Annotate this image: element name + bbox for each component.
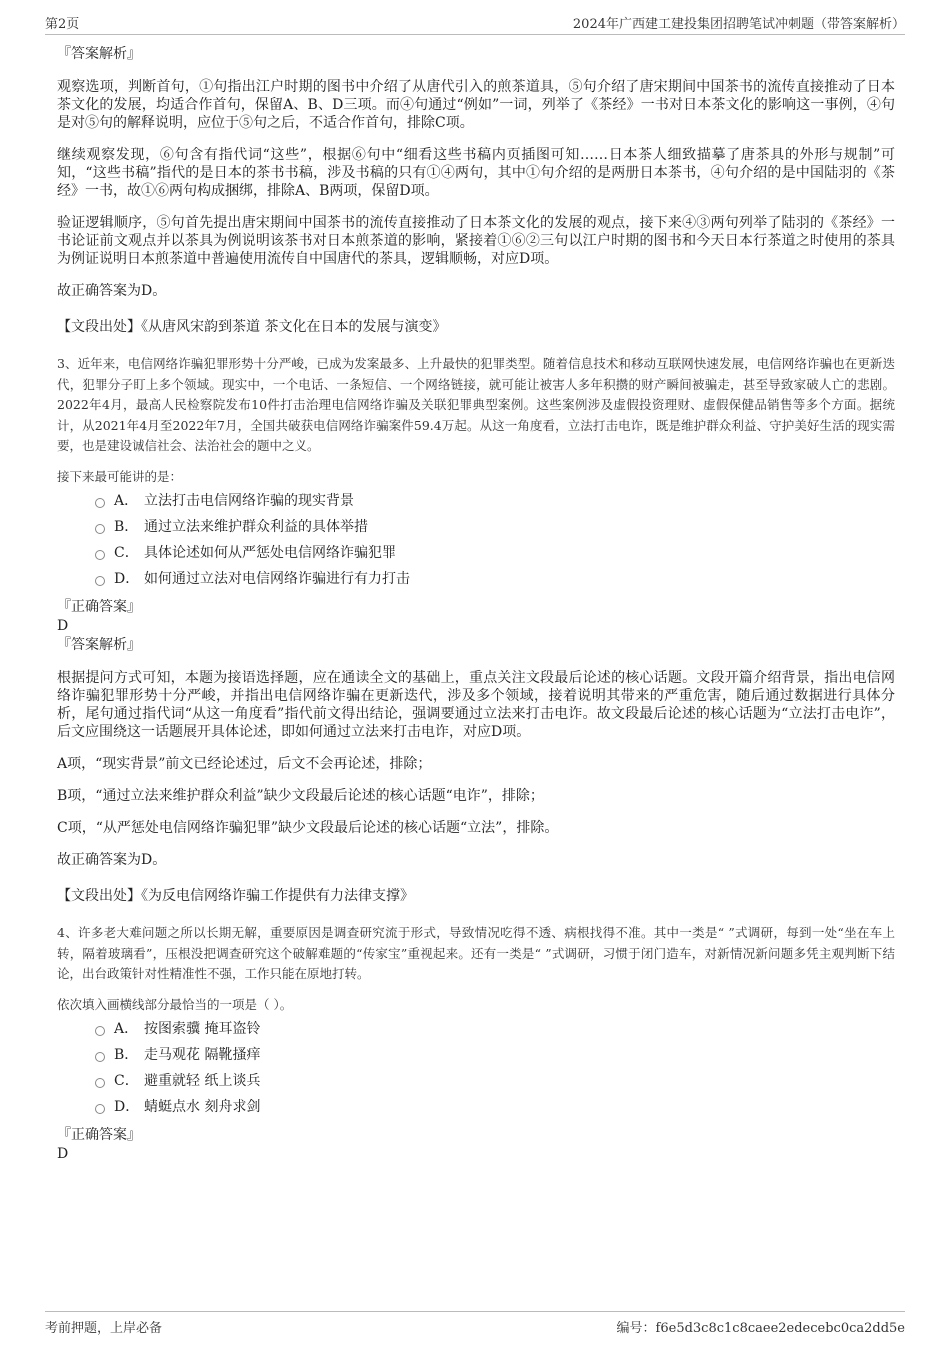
- option-letter: A．: [114, 1021, 139, 1037]
- radio-icon[interactable]: [95, 1078, 105, 1088]
- option-letter: D．: [114, 571, 140, 587]
- radio-icon[interactable]: [95, 1104, 105, 1114]
- radio-icon[interactable]: [95, 1052, 105, 1062]
- option-letter: D．: [114, 1099, 140, 1115]
- page-header: [45, 10, 905, 35]
- q3-conclusion: 故正确答案为D。: [57, 852, 167, 868]
- q3-analysis: 根据提问方式可知，本题为接语选择题，应在通读全文的基础上，重点关注文段最后论述的核心话题。文段开篇介绍背景，指出电信网络诈骗犯罪形势十分严峻，并指出电信网络诈骗在更新迭代，涉及多个领域，接着说明其带来的严重危害，随后通过数据进行具体分析，尾句通过指代词“从这一角度看”指代前文得出结论，强调要通过立法来打击电诈。故文段最后论述的核心话题为“立法打击电诈”，后文应围绕这一话题展开具体论述，即如何通过立法来打击电诈，对应D项。: [57, 670, 895, 740]
- q3-exclude-c: C项，“从严惩处电信网络诈骗犯罪”缺少文段最后论述的核心话题“立法”，排除。: [57, 820, 559, 836]
- option-text: 通过立法来维护群众利益的具体举措: [144, 519, 368, 535]
- page-footer: [45, 1311, 905, 1336]
- option-text: 避重就轻 纸上谈兵: [144, 1073, 261, 1089]
- q2-analysis-paragraph-3: 验证逻辑顺序，⑤句首先提出唐宋期间中国茶书的流传直接推动了日本茶文化的发展的观点，接下来④③两句列举了陆羽的《茶经》一书论证前文观点并以茶具为例说明该茶书对日本煎茶道的影响，紧接着①⑥②三句以江户时期的图书和今天日本行茶道之时使用的茶具为例证说明日本煎茶道中普遍使用流传自中国唐代的茶具，逻辑顺畅，对应D项。: [57, 215, 895, 267]
- q3-question: 接下来最可能讲的是：: [57, 468, 183, 484]
- q4-answer: D: [57, 1146, 69, 1162]
- q3-answer: D: [57, 618, 69, 634]
- q4-option-c[interactable]: [95, 1067, 895, 1093]
- option-letter: B．: [114, 1047, 139, 1063]
- document-id: 编号：f6e5d3c8c1c8caee2edecebc0ca2dd5e: [616, 1321, 905, 1336]
- q4-options: [95, 1015, 895, 1119]
- option-letter: C．: [114, 545, 139, 561]
- radio-icon[interactable]: [95, 1026, 105, 1036]
- option-text: 蜻蜓点水 刻舟求剑: [144, 1099, 261, 1115]
- q4-option-d[interactable]: [95, 1093, 895, 1119]
- q4-question: 依次填入画横线部分最恰当的一项是（ ）。: [57, 996, 293, 1012]
- q2-analysis-label: 『答案解析』: [57, 46, 141, 62]
- option-text: 如何通过立法对电信网络诈骗进行有力打击: [144, 571, 410, 587]
- q3-answer-label: 『正确答案』: [57, 599, 141, 615]
- footer-slogan: 考前押题，上岸必备: [45, 1321, 163, 1336]
- radio-icon[interactable]: [95, 498, 105, 508]
- q2-analysis-paragraph-2: 继续观察发现，⑥句含有指代词“这些”，根据⑥句中“细看这些书稿内页插图可知……日本茶人细致描摹了唐茶具的外形与规制”可知，“这些书稿”指代的是日本的茶书书稿，涉及书稿的只有①④两句，其中①句介绍的是两册日本茶书，④句介绍的是中国陆羽的《茶经》一书，故①⑥两句构成捆绑，排除A、B两项，保留D项。: [57, 147, 895, 199]
- q3-exclude-b: B项，“通过立法来维护群众利益”缺少文段最后论述的核心话题“电诈”，排除；: [57, 788, 544, 804]
- option-text: 具体论述如何从严惩处电信网络诈骗犯罪: [144, 545, 396, 561]
- q4-option-a[interactable]: [95, 1015, 895, 1041]
- q3-option-a[interactable]: [95, 487, 895, 513]
- q3-source: 【文段出处】《为反电信网络诈骗工作提供有力法律支撑》: [57, 888, 414, 904]
- q3-analysis-label: 『答案解析』: [57, 637, 141, 653]
- page-content: [57, 44, 895, 1163]
- page-number: 第2页: [45, 17, 80, 32]
- option-letter: B．: [114, 519, 139, 535]
- document-title: 2024年广西建工建投集团招聘笔试冲刺题（带答案解析）: [572, 17, 905, 32]
- q2-analysis-paragraph-1: 观察选项，判断首句，①句指出江户时期的图书中介绍了从唐代引入的煎茶道具，⑤句介绍了唐宋期间中国茶书的流传直接推动了日本茶文化的发展，均适合作首句，保留A、B、D三项。而④句通过“例如”一词，列举了《茶经》一书对日本茶文化的影响这一事例，④句是对⑤句的解释说明，应位于⑤句之后，不适合作首句，排除C项。: [57, 79, 895, 131]
- q4-answer-label: 『正确答案』: [57, 1127, 141, 1143]
- q3-options: [95, 487, 895, 591]
- q3-option-b[interactable]: [95, 513, 895, 539]
- q2-source: 【文段出处】《从唐风宋韵到茶道 茶文化在日本的发展与演变》: [57, 319, 447, 335]
- q3-option-d[interactable]: [95, 565, 895, 591]
- option-letter: A．: [114, 493, 139, 509]
- radio-icon[interactable]: [95, 524, 105, 534]
- radio-icon[interactable]: [95, 576, 105, 586]
- q4-option-b[interactable]: [95, 1041, 895, 1067]
- option-text: 立法打击电信网络诈骗的现实背景: [144, 493, 354, 509]
- q3-exclude-a: A项，“现实背景”前文已经论述过，后文不会再论述，排除；: [57, 756, 432, 772]
- q3-option-c[interactable]: [95, 539, 895, 565]
- q2-conclusion: 故正确答案为D。: [57, 283, 167, 299]
- q3-stem: 3、近年来，电信网络诈骗犯罪形势十分严峻，已成为发案最多、上升最快的犯罪类型。随着信息技术和移动互联网快速发展，电信网络诈骗也在更新迭代，犯罪分子盯上多个领域。现实中，一个电话、一条短信、一个网络链接，就可能让被害人多年积攒的财产瞬间被骗走，甚至导致家破人亡的悲剧。2022年4月，最高人民检察院发布10件打击治理电信网络诈骗及关联犯罪典型案例。这些案例涉及虚假投资理财、虚假保健品销售等多个方面。据统计，从2021年4月至2022年7月，全国共破获电信网络诈骗案件59.4万起。从这一角度看，立法打击电诈，既是维护群众利益、守护美好生活的现实需要，也是建设诚信社会、法治社会的题中之义。: [57, 356, 895, 453]
- option-letter: C．: [114, 1073, 139, 1089]
- option-text: 走马观花 隔靴搔痒: [144, 1047, 261, 1063]
- q4-stem: 4、许多老大难问题之所以长期无解，重要原因是调查研究流于形式，导致情况吃得不透、病根找得不准。其中一类是“ ”式调研，每到一处“坐在车上转，隔着玻璃看”，压根没把调查研究这个破解难题的“传家宝”重视起来。还有一类是“ ”式调研，习惯于闭门造车，对新情况新问题多凭主观判断下结论，出台政策针对性精准性不强，工作只能在原地打转。: [57, 925, 895, 981]
- radio-icon[interactable]: [95, 550, 105, 560]
- option-text: 按图索骥 掩耳盗铃: [144, 1021, 261, 1037]
